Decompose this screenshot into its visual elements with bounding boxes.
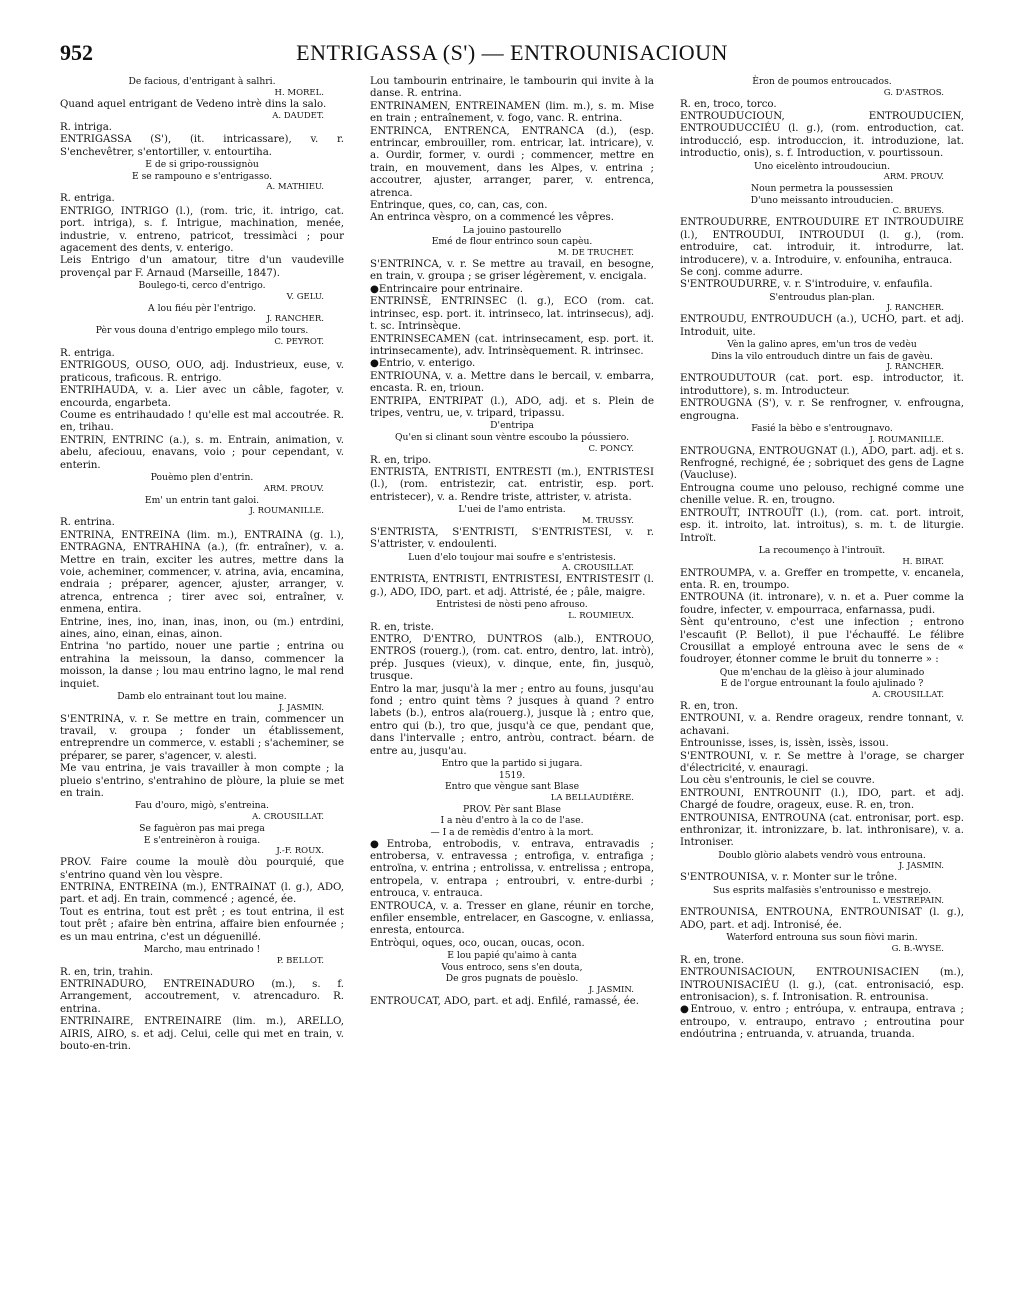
- citation-author: J. ROUMANILLE.: [249, 506, 324, 517]
- citation-author: H. MOREL.: [274, 87, 324, 98]
- column-2: [370, 76, 654, 1008]
- entry-text: ENTROUMPA, v. a. Greffer en trompette, v. encanela, enta. R. en, troumpo.: [680, 567, 964, 591]
- entry-text: ENTRINSÈ, ENTRINSEC (l. g.), ECO (rom. cat. intrinsec, esp. port. it. intrinseco, lat. intrinsecus), adj. t. sc. Intrinsèque.: [370, 296, 654, 333]
- entry-text: ●Entrouo, v. entro ; entróupa, v. entraupa, entrava ; entroupo, v. entraupo, entravo ; entroutina pour endóutrina ; entruanda, v. atruanda, truanda.: [680, 1004, 964, 1041]
- entry-text: ●Entroba, entrobodis, v. entrava, entravadis ; entrobersa, v. entravessa ; entrofiga, v. entrafiga ; entroïna, v. entrina ; entrolissa, v. entrelissa ; entropa, entropela, v. entrapa ; entroubri, v. entre-durbi ; entrouca, v. entrauca.: [370, 838, 654, 900]
- entry-text: ENTRINSECAMEN (cat. intrinsecament, esp. port. it. intrinsecamente), adv. Intrinsèquement. R. intrinsec.: [370, 333, 654, 357]
- citation-line: De gros pugnats de pouèslo.: [445, 973, 579, 985]
- entry-text: R. entrina.: [60, 517, 115, 529]
- citation-author: J. JASMIN.: [278, 702, 324, 713]
- entry-text: S'ENTROUNISA, v. r. Monter sur le trône.: [680, 872, 898, 884]
- entry-text: ENTRIOUNA, v. a. Mettre dans le bercail, v. embarra, encasta. R. en, trioun.: [370, 370, 654, 395]
- running-title: ENTRIGASSA (S') — ENTROUNISACIOUN: [296, 40, 728, 65]
- citation-line: Em' un entrin tant galoi.: [144, 494, 260, 506]
- citation-author: L. VESTREPAIN.: [872, 896, 944, 907]
- citation-author: C. PONCY.: [588, 443, 634, 454]
- citation-line: Vèn la galino apres, em'un tros de vedèu: [727, 339, 917, 351]
- citation-line: Noun permetra la poussessien: [751, 183, 893, 195]
- citation-line: Dins la vilo entrouduch dintre un fais de gavèu.: [711, 350, 933, 362]
- entry-text: R. en, tripo.: [370, 454, 432, 466]
- citation-line: Èron de poumos entroucados.: [752, 76, 892, 87]
- page-header: [60, 40, 964, 76]
- entry-text: ENTRIGO, INTRIGO (l.), (rom. tric, it. intrigo, cat. port. intriga), s. f. Intrigue, machination, menée, industrie, v. entreno, patricot, tressimàci ; pour agacement des dents, v. enterigo.: [60, 205, 344, 255]
- entry-text: ENTRISTA, ENTRISTI, ENTRESTI (m.), ENTRISTESI (l.), (rom. entristezir, cat. entristir, esp. port. entristecer), v. a. Rendre triste, attrister, v. atrista.: [370, 466, 654, 503]
- citation-author: V. GELU.: [286, 291, 324, 302]
- citation-line: Que m'enchau de la glèiso à jour aluminado: [719, 666, 925, 678]
- citation-line: L'uei de l'amo entrista.: [458, 504, 566, 516]
- column-3: [680, 76, 964, 1042]
- citation-author: ARM. PROUV.: [263, 483, 324, 494]
- citation-line: De facious, d'entrigant à salhri.: [128, 76, 276, 87]
- citation-line: La jouino pastourello: [462, 224, 562, 236]
- entry-text: R. en, trin, trahin.: [60, 966, 154, 978]
- entry-text: ENTRISTA, ENTRISTI, ENTRISTESI, ENTRISTESIT (l. g.), ADO, IDO, part. et adj. Attristé, ée ; pâle, maigre.: [370, 574, 654, 598]
- citation-author: J. JASMIN.: [588, 985, 634, 996]
- citation-line: E de l'orgue entrounant la foulo ajulinado ?: [720, 678, 924, 690]
- citation-author: J. RANCHER.: [886, 303, 944, 314]
- citation-author: G. B.-WYSE.: [891, 943, 944, 954]
- citation-line: S'entroudus plan-plan.: [769, 291, 875, 303]
- entry-text: Entrine, ines, ino, inan, inas, inon, ou (m.) entrdini, aines, aino, einan, einas, ainon.: [60, 616, 344, 640]
- entry-text: ENTRIGOUS, OUSO, OUO, adj. Industrieux, euse, v. praticous, traficous. R. entrigo.: [60, 360, 344, 384]
- citation-line: E lou papié qu'aimo à canta: [447, 950, 577, 962]
- citation-line: Se faguèron pas mai prega: [139, 823, 265, 834]
- citation-line: Luen d'elo toujour mai soufre e s'entristesis.: [408, 551, 616, 563]
- entry-text: R. entriga.: [60, 348, 115, 360]
- entry-text: S'ENTROUDURRE, v. r. S'introduire, v. enfaufila.: [680, 279, 933, 291]
- entry-text: R. en, tron.: [680, 700, 739, 712]
- entry-text: ENTRINADURO, ENTREINADURO (m.), s. f. Arrangement, accoutrement, v. atrencaduro. R. entrina.: [60, 979, 344, 1015]
- entry-text: ENTROUDUTOUR (cat. port. esp. introductor, it. introduttore), s. m. Introducteur.: [680, 373, 964, 397]
- entry-text: ENTROUDU, ENTROUDUCH (a.), UCHO, part. et adj. Introduit, uite.: [680, 314, 964, 338]
- citation-line: PROV. Pèr sant Blase: [463, 803, 561, 815]
- entry-text: ENTROUNISA, ENTROUNA (cat. entronisar, port. esp. enthronizar, it. intronizzare, b. lat. inthronisare), v. a. Introniser.: [680, 812, 964, 849]
- entry-text: Entrinque, ques, co, can, cas, con.: [370, 200, 548, 212]
- entry-text: ENTROUDURRE, ENTROUDUIRE ET INTROUDUIRE (l.), ENTROUDUI, INTROUDUI (l. g.), (rom. entroduire, cat. introduir, it. introdurre, lat. introducere), v. a. Introduire, v. enfouniha, entrauca.: [680, 217, 964, 266]
- citation-author: J.-F. ROUX.: [276, 846, 324, 857]
- citation-author: L. ROUMIEUX.: [568, 610, 634, 621]
- citation-author: A. CROUSILLAT.: [252, 812, 324, 822]
- citation-author: A. CROUSILLAT.: [872, 689, 944, 700]
- citation-author: G. D'ASTROS.: [883, 87, 944, 98]
- entry-text: ENTRINAMEN, ENTREINAMEN (lim. m.), s. m. Mise en train ; entraînement, v. fogo, vanc. R. entrina.: [370, 100, 654, 125]
- citation-line: D'uno meissanto introuducien.: [750, 194, 894, 206]
- citation-line: E s'entreinèron à rouiga.: [143, 834, 261, 846]
- entry-text: ENTRIPA, ENTRIPAT (l.), ADO, adj. et s. Plein de tripes, ventru, ue, v. tripard, tripassu.: [370, 395, 654, 419]
- entry-text: R. en, trone.: [680, 954, 745, 966]
- entry-text: ENTRO, D'ENTRO, DUNTROS (alb.), ENTROUO, ENTROS (rouerg.), (rom. cat. entro, dentro, lat. intrò), prép. Jusques (vieux), v. dinque, ente, fin, jusquò, trusque.: [370, 633, 654, 683]
- citation-line: Boulego-ti, cerco d'entrigo.: [138, 280, 266, 292]
- entry-text: Entrougna coume uno pelouso, rechigné comme une chenille velue. R. en, trougno.: [680, 482, 964, 507]
- citation-line: La recoumenço à l'introuït.: [758, 544, 886, 556]
- citation-author: M. DE TRUCHET.: [557, 248, 634, 259]
- entry-text: S'ENTROUNI, v. r. Se mettre à l'orage, se charger d'électricité, v. enauragi.: [680, 750, 964, 774]
- entry-text: Tout es entrina, tout est prêt ; es tout entrina, il est tout prêt ; afaire bèn entrina, affaire bien enfournée ; es un mau entrina, c'est un déguenillé.: [60, 906, 344, 943]
- citation-line: 1519.: [498, 769, 526, 781]
- entry-text: ENTROUÏT, INTROUÏT (l.), (rom. cat. port. introit, esp. it. introito, lat. introitus), s. m. t. de liturgie. Introït.: [680, 507, 964, 544]
- entry-text: ENTROUGNA, ENTROUGNAT (l.), ADO, part. adj. et s. Renfrogné, rechigné, ée ; sobriquet des gens de Lagne (Vaucluse).: [680, 445, 964, 482]
- citation-line: Entro que la partido si jugara.: [441, 758, 583, 770]
- citation-line: Vous entroco, sens s'en douta,: [441, 961, 583, 973]
- entry-text: Leis Entrigo d'un amatour, titre d'un vaudeville provençal par F. Arnaud (Marseille, 1847).: [60, 255, 344, 279]
- entry-text: S'ENTRINCA, v. r. Se mettre au travail, en besogne, en train, v. groupa ; se griser légèrement, v. encigala.: [370, 259, 654, 283]
- citation-line: E de si gripo-roussignòu: [145, 159, 259, 171]
- citation-line: — I a de remèdis d'entro à la mort.: [430, 827, 594, 838]
- citation-line: Uno eicelènto introudouciun.: [753, 160, 891, 172]
- entry-text: ENTROUCA, v. a. Tresser en glane, réunir en torche, enfiler ensemble, entrelacer, en Gascogne, v. enliassa, enresta, entourca.: [370, 900, 654, 937]
- citation-author: H. BIRAT.: [902, 556, 944, 567]
- entry-text: ENTRINA, ENTREINA (m.), ENTRAINAT (l. g.), ADO, part. et adj. En train, commencé ; agencé, ée.: [60, 882, 344, 906]
- entry-text: ENTRINA, ENTREINA (lim. m.), ENTRAINA (g. l.), ENTRAGNA, ENTRAHINA (a.), (fr. entraîner), v. a. Mettre en train, exciter les autres, mettre dans la voie, acheminer, commencer, v. atrina, avia, encamina, endraia ; préparer, agencer, ajuster, arranger, v. atrenca, entrenca ; tirer avec soi, entraîner, v. enmena, entira.: [60, 529, 344, 616]
- entry-text: Entro la mar, jusqu'à la mer ; entro au founs, jusqu'au fond ; entro quint tèms ? jusques à quand ? entro labets (b.), entros ala(rouerg.), jusque là ; entro que, entro qui (b.), tro que, jusqu'à ce que, pendant que, dans l'intervalle ; entro, antròu, contract. béarn. de entre au, jusqu'au.: [370, 683, 654, 757]
- entry-text: ENTROUNI, ENTROUNIT (l.), IDO, part. et adj. Chargé de foudre, orageux, euse. R. en, tron.: [680, 787, 964, 812]
- citation-author: M. TRUSSY.: [581, 515, 634, 526]
- citation-line: Entristesi de nòsti peno afrouso.: [436, 598, 588, 610]
- entry-text: Entrina 'no partido, nouer une partie ; entrina ou entrahina la meissoun, la danso, commencer la moisson, la danse ; lou mau entrino lagno, le mal rend inquiet.: [60, 641, 344, 690]
- citation-author: J. RANCHER.: [266, 314, 324, 325]
- entry-text: Entròqui, oques, oco, oucan, oucas, ocon.: [370, 937, 585, 949]
- citation-author: A. CROUSILLAT.: [562, 563, 634, 574]
- citation-author: A. MATHIEU.: [266, 182, 324, 193]
- entry-text: Sènt qu'entrouno, c'est une infection ; entrono l'escaufit (P. Bellot), il pue l'échauffé. Le félibre Crousillat a employé entrouna avec le sens de « foudroyer, étonner comme le bruit du tonnerre » :: [680, 617, 964, 666]
- entry-text: R. en, triste.: [370, 621, 435, 633]
- entry-text: PROV. Faire coume la moulè dòu pourquié, que s'entrino quand vèn lou vèspre.: [60, 857, 344, 881]
- citation-line: Emé de flour entrinco soun capèu.: [431, 236, 593, 248]
- entry-text: ENTROUNISACIOUN, ENTROUNISACIEN (m.), INTROUNISACIÉU (l. g.), (cat. entronisació, esp. entronisacion), s. f. Intronisation. R. entrounisa.: [680, 967, 964, 1004]
- citation-author: C. PEYROT.: [274, 337, 324, 348]
- entry-text: Entrounisse, isses, is, issèn, issès, issou.: [680, 738, 889, 750]
- entry-text: R. en, troco, torco.: [680, 98, 777, 110]
- citation-line: A lou fiéu pèr l'entrigo.: [148, 302, 256, 314]
- citation-line: Fau d'ouro, migò, s'entreina.: [135, 800, 269, 812]
- citation-line: Entro que vèngue sant Blase: [444, 781, 580, 793]
- citation-line: Waterford entrouna sus soun fiòvi marin.: [726, 932, 918, 944]
- citation-line: Pèr vous douna d'entrigo emplego milo tours.: [95, 325, 309, 337]
- entry-text: Se conj. comme adurre.: [680, 267, 803, 279]
- entry-text: ENTRIHAUDA, v. a. Lier avec un câble, fagoter, v. encourda, engarbeta.: [60, 385, 344, 409]
- entry-text: ●Entrincaire pour entrinaire.: [370, 283, 524, 295]
- entry-text: R. intriga.: [60, 122, 113, 133]
- entry-text: ENTROUCAT, ADO, part. et adj. Enfilé, ramassé, ée.: [370, 996, 639, 1008]
- citation-line: Sus esprits malfasiès s'entrounisso e mestrejo.: [712, 884, 931, 896]
- entry-text: Me vau entrina, je vais travailler à mon compte ; la plueio s'entrino, s'entrahino de plòure, la pluie se met en train.: [60, 763, 344, 799]
- citation-line: Qu'en si clinant soun vèntre escoubo la póussiero.: [395, 431, 629, 443]
- citation-line: Fasié la bèbo e s'entrougnavo.: [751, 423, 893, 435]
- entry-text: ENTROUNISA, ENTROUNA, ENTROUNISAT (l. g.), ADO, part. et adj. Intronisé, ée.: [680, 907, 964, 931]
- citation-line: D'entripa: [490, 420, 534, 432]
- entry-text: ENTROUNI, v. a. Rendre orageux, rendre tonnant, v. achavani.: [680, 713, 964, 737]
- citation-author: J. RANCHER.: [886, 362, 944, 373]
- page-number: 952: [60, 40, 93, 65]
- entry-text: Lou tambourin entrinaire, le tambourin qui invite à la danse. R. entrina.: [370, 76, 654, 100]
- entry-text: ENTRINAIRE, ENTREINAIRE (lim. m.), ARELLO, AIRIS, AIRO, s. et adj. Celui, celle qui met en train, v. bouto-en-trin.: [60, 1016, 344, 1053]
- citation-author: ARM. PROUV.: [883, 172, 944, 183]
- citation-line: I a nèu d'entro à la co de l'ase.: [440, 815, 584, 827]
- entry-text: ENTROUDUCIOUN, ENTROUDUCIEN, ENTROUDUCCIÉU (l. g.), (rom. entroduction, cat. introducció, esp. introduccion, it. introduzione, lat. introductio, onis), s. f. Introduction, v. pourtissoun.: [680, 111, 964, 160]
- entry-text: ●Entrio, v. enterigo.: [370, 358, 476, 370]
- citation-author: J. JASMIN.: [898, 861, 944, 872]
- citation-author: LA BELLAUDIÈRE.: [550, 792, 634, 803]
- citation-author: C. BRUEYS.: [892, 206, 944, 217]
- citation-line: E se rampouno e s'entrigasso.: [131, 170, 273, 182]
- citation-author: J. ROUMANILLE.: [869, 434, 944, 445]
- citation-line: Pouèmo plen d'entrin.: [150, 472, 254, 484]
- citation-author: A. DAUDET.: [272, 111, 324, 121]
- column-1: [60, 76, 344, 1053]
- entry-text: ENTRINCA, ENTRENCA, ENTRANCA (d.), (esp. entrincar, embrouiller, rom. entricar, lat. intricare), v. a. Ourdir, former, v. ourdi ; commencer, mettre en train, en mouvement, dans les Alpes, v. entrina ; accoutrer, ajuster, arranger, parer, v. entrenca, atrenca.: [370, 125, 654, 199]
- entry-text: S'ENTRISTA, S'ENTRISTI, S'ENTRISTESI, v. r. S'attrister, v. endoulenti.: [370, 526, 654, 551]
- citation-line: Marcho, mau entrinado !: [143, 944, 261, 956]
- entry-text: ENTRIGASSA (S'), (it. intricassare), v. r. S'enchevêtrer, s'entortiller, v. entourtiha.: [60, 134, 344, 158]
- entry-text: Coume es entrihaudado ! qu'elle est mal accoutrée. R. en, trihau.: [60, 410, 344, 434]
- citation-line: Doublo glòrio alabets vendrò vous entrouna.: [718, 849, 926, 861]
- entry-text: Quand aquel entrigant de Vedeno intrè dins la salo.: [60, 98, 327, 110]
- citation-line: Damb elo entrainant tout lou maine.: [117, 690, 287, 702]
- entry-text: S'ENTRINA, v. r. Se mettre en train, commencer un travail, v. groupa ; fonder un établissement, entreprendre un commerce, v. establi ; s'acheminer, se préparer, se parer, s'agencer, v. alesti.: [60, 713, 344, 762]
- entry-text: R. entriga.: [60, 193, 115, 205]
- entry-text: ENTROUNA (it. intronare), v. n. et a. Puer comme la foudre, infecter, v. empourraca, enfarnassa, pudi.: [680, 592, 964, 616]
- entry-text: Lou cèu s'entrounis, le ciel se couvre.: [680, 775, 875, 787]
- entry-text: ENTRIN, ENTRINC (a.), s. m. Entrain, animation, v. abelu, afeciouu, enavans, voio ; pour cependant, v. enterin.: [60, 434, 344, 471]
- entry-text: ENTROUGNA (S'), v. r. Se renfrogner, v. enfrougna, engrougna.: [680, 398, 964, 422]
- entry-text: An entrinca vèspro, on a commencé les vêpres.: [370, 212, 614, 224]
- citation-author: P. BELLOT.: [276, 955, 324, 966]
